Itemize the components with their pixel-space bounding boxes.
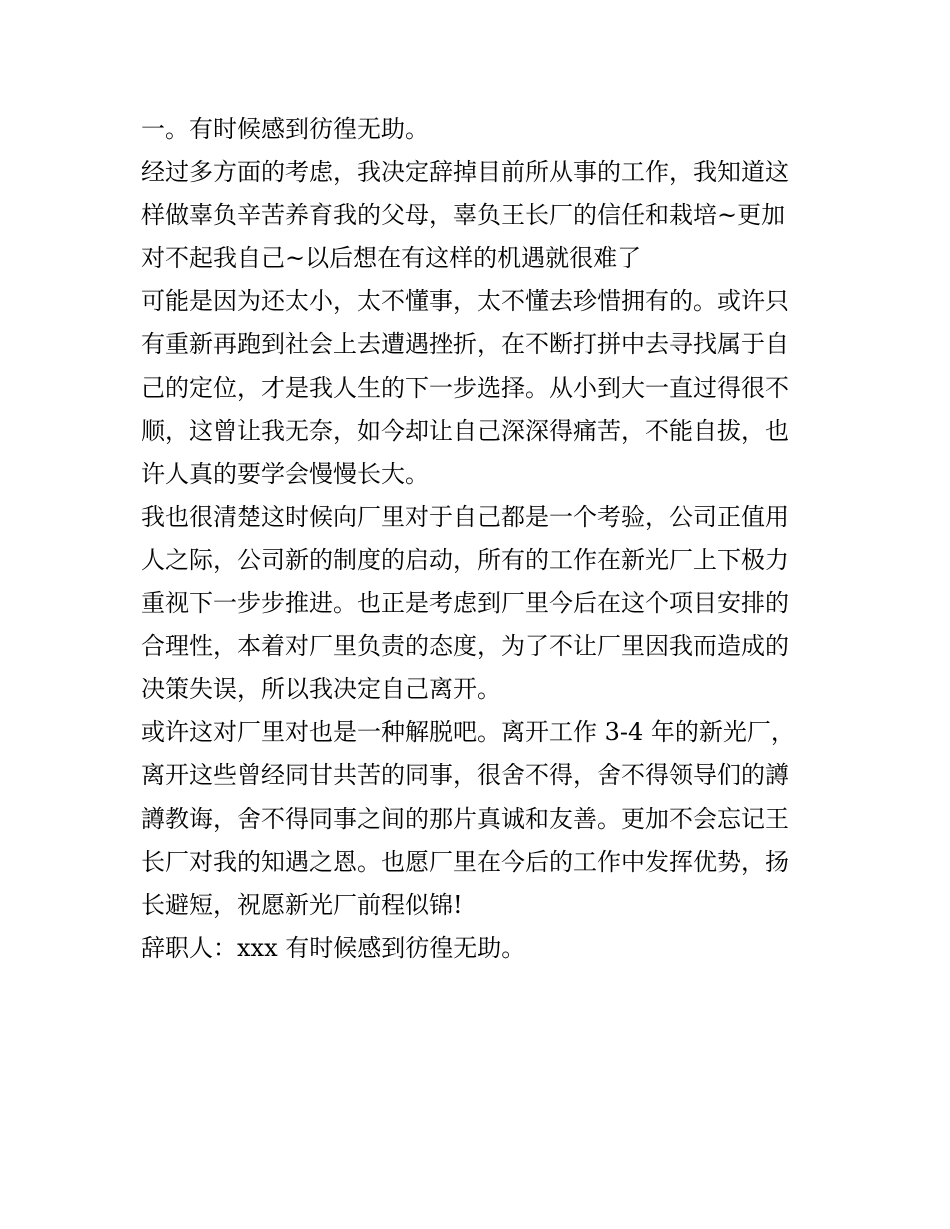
text-line: 离开这些曾经同甘共苦的同事，很舍不得，舍不得领导们的譐 [141,761,789,790]
text-line: 可能是因为还太小，太不懂事，太不懂去珍惜拥有的。或许只 [141,287,789,316]
text-line: 顺，这曾让我无奈，如今却让自己深深得痛苦，不能自拔，也 [141,416,789,445]
text-line: 长避短，祝愿新光厂前程似锦! [141,890,463,919]
text-line: 人之际，公司新的制度的启动，所有的工作在新光厂上下极力 [141,545,789,574]
text-line: 我也很清楚这时候向厂里对于自己都是一个考验，公司正值用 [141,502,789,531]
text-line: 或许这对厂里对也是一种解脱吧。离开工作 3-4 年的新光厂， [141,718,795,747]
text-line: 己的定位，才是我人生的下一步选择。从小到大一直过得很不 [141,373,789,402]
text-line: 对不起我自己~以后想在有这样的机遇就很难了 [141,244,642,273]
text-line: 长厂对我的知遇之恩。也愿厂里在今后的工作中发挥优势，扬 [141,847,789,876]
text-line: 有重新再跑到社会上去遭遇挫折，在不断打拼中去寻找属于自 [141,330,789,359]
text-line: 样做辜负辛苦养育我的父母，辜负王长厂的信任和栽培~更加 [141,201,786,230]
document-body [141,108,811,970]
text-line: 重视下一步步推进。也正是考虑到厂里今后在这个项目安排的 [141,589,789,618]
signature-line: 辞职人：xxx 有时候感到彷徨无助。 [141,933,526,962]
text-line: 决策失误，所以我决定自己离开。 [141,675,501,704]
text-line: 一。有时候感到彷徨无助。 [141,115,429,143]
text-line: 许人真的要学会慢慢长大。 [141,459,429,488]
text-line: 经过多方面的考虑，我决定辞掉目前所从事的工作，我知道这 [141,158,789,187]
text-line: 合理性，本着对厂里负责的态度，为了不让厂里因我而造成的 [141,632,789,661]
text-line: 譐教诲，舍不得同事之间的那片真诚和友善。更加不会忘记王 [141,804,789,833]
